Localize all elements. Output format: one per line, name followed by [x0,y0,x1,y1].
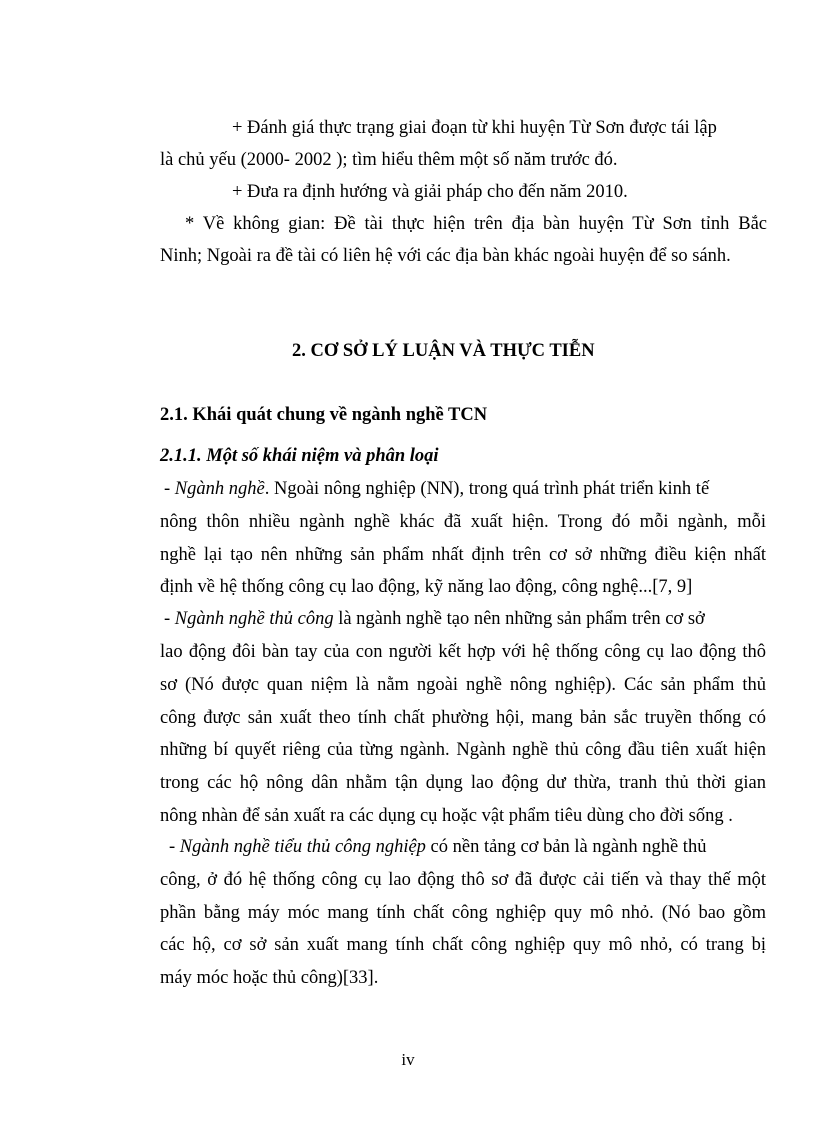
time-scope-item-2: + Đưa ra định hướng và giải pháp cho đến năm 2010. [232,182,628,202]
page-number: iv [401,1050,415,1069]
para1-line-4: định về hệ thống công cụ lao động, kỹ năng lao động, công nghệ...[7, 9] [160,577,693,597]
para2-line-6: trong các hộ nông dân nhằm tận dụng lao động dư thừa, tranh thủ thời gian [160,773,766,793]
para3-line-2: công, ở đó hệ thống công cụ lao động thô sơ đã được cải tiến và thay thế một [160,870,766,890]
para1-line-1 [160,477,766,501]
para2-line-1-rest: là ngành nghề tạo nên những sản phẩm trên cơ sở [333,609,705,629]
para3-line-1-rest: có nền tảng cơ bản là ngành nghề thủ [425,837,707,857]
para3-line-4: các hộ, cơ sở sản xuất mang tính chất công nghiệp quy mô nhỏ, có trang bị [160,935,766,955]
para3-line-3: phần bằng máy móc mang tính chất công nghiệp quy mô nhỏ. (Nó bao gồm [160,903,766,923]
space-scope-line-2: Ninh; Ngoài ra đề tài có liên hệ với các địa bàn khác ngoài huyện để so sánh. [160,246,731,266]
para3-dash: - [169,837,180,857]
para2-line-1 [164,607,705,631]
para3-line-1 [169,835,706,859]
para2-dash: - [164,609,175,629]
para1-dash: - [164,479,175,499]
para3-term: Ngành nghề tiểu thủ công nghiệp [179,837,426,857]
para3-line-5: máy móc hoặc thủ công)[33]. [160,968,379,988]
para2-line-2: lao động đôi bàn tay của con người kết hợp với hệ thống công cụ lao động thô [160,642,766,662]
chapter-title: 2. CƠ SỞ LÝ LUẬN VÀ THỰC TIỄN [292,341,595,361]
time-scope-item-1-line-1: + Đánh giá thực trạng giai đoạn từ khi huyện Từ Sơn được tái lập [232,118,717,138]
space-scope-line-1: * Về không gian: Đề tài thực hiện trên địa bàn huyện Từ Sơn tỉnh Bắc [185,214,767,234]
para1-line-1-rest: . Ngoài nông nghiệp (NN), trong quá trình phát triển kinh tế [264,479,710,499]
section-title: 2.1. Khái quát chung về ngành nghề TCN [160,405,488,425]
subsection-title: 2.1.1. Một số khái niệm và phân loại [160,446,439,466]
para1-line-2: nông thôn nhiều ngành nghề khác đã xuất hiện. Trong đó mỗi ngành, mỗi [160,512,766,532]
para2-line-5: những bí quyết riêng của từng ngành. Ngành nghề thủ công đầu tiên xuất hiện [160,740,766,760]
time-scope-item-1-line-2: là chủ yếu (2000- 2002 ); tìm hiểu thêm một số năm trước đó. [160,150,618,170]
para2-term: Ngành nghề thủ công [174,609,334,629]
para1-term: Ngành nghề [174,479,265,499]
para2-line-7: nông nhàn để sản xuất ra các dụng cụ hoặc vật phẩm tiêu dùng cho đời sống . [160,806,733,826]
para1-line-3: nghề lại tạo nên những sản phẩm nhất định trên cơ sở những điều kiện nhất [160,545,766,565]
para2-line-3: sơ (Nó được quan niệm là nằm ngoài nghề nông nghiệp). Các sản phẩm thủ [160,675,766,695]
para2-line-4: công được sản xuất theo tính chất phường hội, mang bản sắc truyền thống có [160,708,766,728]
